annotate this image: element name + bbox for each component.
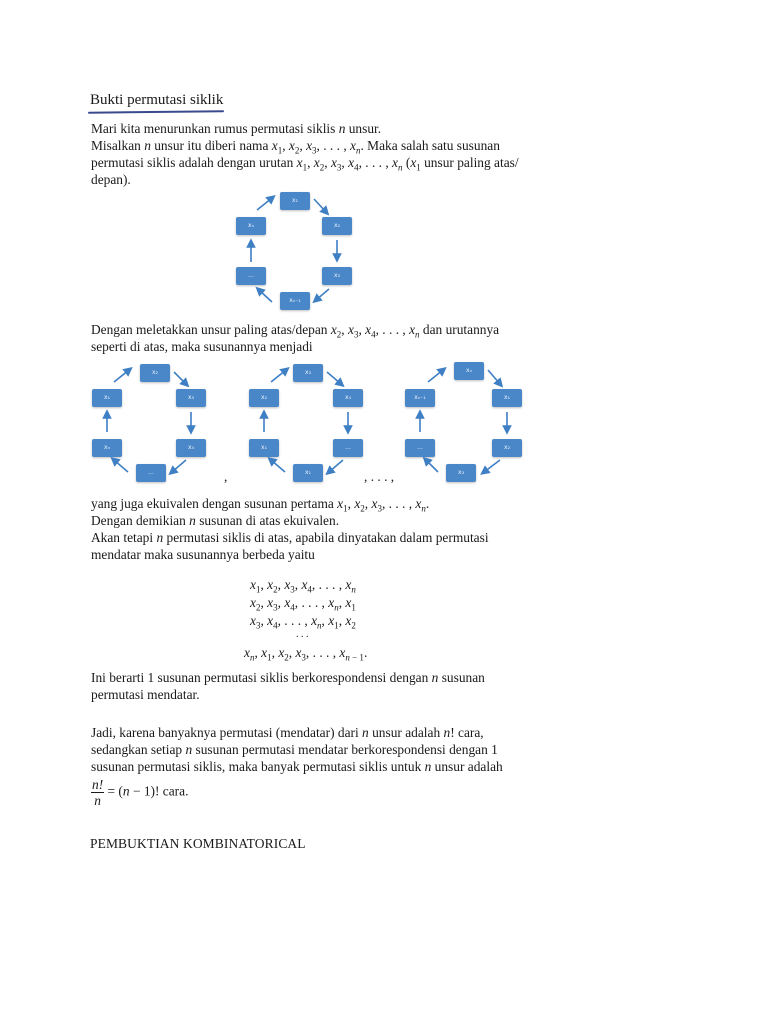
conclusion1-line-1: Ini berarti 1 susunan permutasi siklis berkorespondensi dengan n susunan: [91, 670, 485, 685]
diagram-box: x₁: [293, 464, 323, 482]
middle-line-1: Dengan meletakkan unsur paling atas/depan $x_2$, $x_3$, $x_4$, . . . , $x_n$ dan urutannya: [91, 322, 500, 340]
diagram-box: x₂: [140, 364, 170, 382]
diagram-box: x₄: [333, 389, 363, 407]
diagram-box: x₃: [446, 464, 476, 482]
intro-paragraph: [91, 120, 531, 188]
diagram-box-x3: x₃: [322, 267, 352, 285]
intro-line-2: Misalkan n unsur itu diberi nama $x_1$, $x_2$, $x_3$, . . . , $x_n$. Maka salah satu susunan: [91, 138, 500, 156]
combinatorial-proof-heading: PEMBUKTIAN KOMBINATORICAL: [90, 836, 306, 851]
middle-paragraph: [91, 321, 531, 355]
diagram-box: x₂: [249, 389, 279, 407]
diagram-box-xn-1: xₙ₋₁: [280, 292, 310, 310]
diagram-box: ...: [405, 439, 435, 457]
diagram-box: x₁: [92, 389, 122, 407]
after-line-3: Akan tetapi n permutasi siklis di atas, apabila dinyatakan dalam permutasi: [91, 530, 489, 545]
cycle-arrows: [230, 190, 360, 315]
fraction: [91, 777, 104, 808]
separator-dots: , . . . ,: [364, 469, 395, 484]
cyclic-diagram-row: [90, 360, 530, 485]
cyclic-diagram-main: [230, 190, 360, 315]
after-line-1: yang juga ekuivalen dengan susunan pertama $x_1$, $x_2$, $x_3$, . . . , $x_n$.: [91, 496, 430, 514]
sequence-ellipsis: . . .: [296, 629, 309, 640]
formula-rest: = (n − 1)! cara.: [107, 783, 189, 799]
diagram-box-xn: xₙ: [236, 217, 266, 235]
diagram-box-ellipsis: ...: [236, 267, 266, 285]
conclusion2-line-2: sedangkan setiap n susunan permutasi mendatar berkorespondensi dengan 1: [91, 742, 498, 757]
diagram-box: x₁: [249, 439, 279, 457]
after-paragraph: [91, 495, 531, 563]
sequence-line-n: $x_n$, $x_1$, $x_2$, $x_3$, . . . , $x_{n - 1}$.: [244, 645, 368, 663]
conclusion1-line-2: permutasi mendatar.: [91, 687, 200, 702]
conclusion-paragraph-1: [91, 669, 531, 703]
cycle-diagram-3: [402, 360, 532, 485]
intro-line-3: permutasi siklis adalah dengan urutan $x_1$, $x_2$, $x_3$, $x_4$, . . . , $x_n$ ($x_1$ unsur paling atas/: [91, 155, 519, 173]
fraction-numerator: n!: [92, 777, 104, 792]
diagram-box: xₙ: [454, 362, 484, 380]
conclusion2-line-1: Jadi, karena banyaknya permutasi (mendatar) dari n unsur adalah n! cara,: [91, 725, 484, 740]
intro-line-1: Mari kita menurunkan rumus permutasi siklis n unsur.: [91, 121, 382, 136]
diagram-box: xₙ: [92, 439, 122, 457]
cycle-arrows: [402, 360, 532, 485]
section-heading: Bukti permutasi siklik: [90, 92, 224, 108]
diagram-box: x₁: [492, 389, 522, 407]
diagram-box: x₃: [293, 364, 323, 382]
sequence-line-1: $x_1$, $x_2$, $x_3$, $x_4$, . . . , $x_n$: [250, 577, 356, 595]
diagram-box: x₂: [492, 439, 522, 457]
separator-comma: ,: [224, 469, 228, 484]
diagram-box: x₄: [176, 439, 206, 457]
after-line-4: mendatar maka susunannya berbeda yaitu: [91, 547, 315, 562]
sequence-line-3: $x_3$, $x_4$, . . . , $x_n$, $x_1$, $x_2$: [250, 613, 356, 631]
fraction-denominator: n: [94, 793, 101, 808]
diagram-box: x₃: [176, 389, 206, 407]
middle-line-2: seperti di atas, maka susunannya menjadi: [91, 339, 313, 354]
conclusion2-line-3: susunan permutasi siklis, maka banyak permutasi siklis untuk n unsur adalah: [91, 759, 503, 774]
heading-underline: [88, 110, 224, 113]
cycle-arrows: [247, 360, 377, 485]
cycle-diagram-1: [90, 360, 220, 485]
diagram-box: ...: [136, 464, 166, 482]
sequence-line-2: $x_2$, $x_3$, $x_4$, . . . , $x_n$, $x_1$: [250, 595, 356, 613]
diagram-box: ...: [333, 439, 363, 457]
after-line-2: Dengan demikian n susunan di atas ekuivalen.: [91, 513, 340, 528]
cycle-arrows: [90, 360, 220, 485]
diagram-box-x2: x₂: [322, 217, 352, 235]
conclusion2-formula: [91, 777, 531, 808]
diagram-box: xₙ₋₁: [405, 389, 435, 407]
conclusion-paragraph-2: [91, 724, 531, 808]
intro-line-4: depan).: [91, 172, 131, 187]
cycle-diagram-2: [247, 360, 377, 485]
diagram-box-x1: x₁: [280, 192, 310, 210]
